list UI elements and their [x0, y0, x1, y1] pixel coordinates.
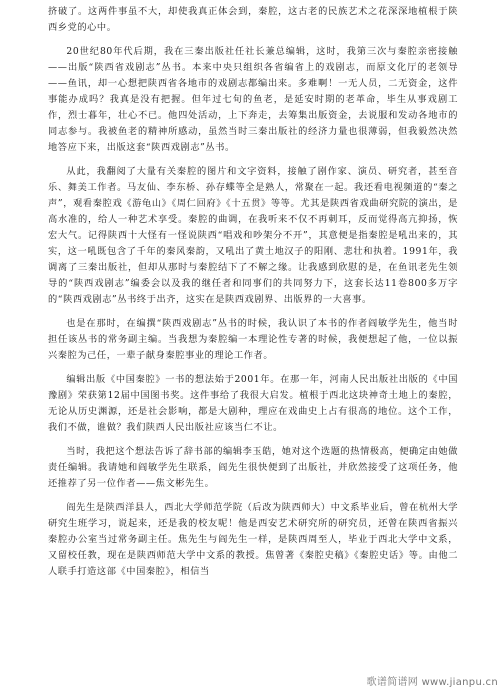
watermark-text: 歌谱简谱网 www.jianpu.cn [366, 676, 498, 688]
document-body [48, 4, 458, 580]
paragraph-qinqiang-research: 从此，我翻阅了大量有关秦腔的图片和文字资料，接触了剧作家、演员、研究者，甚至音乐、舞美工作者。马友仙、李东桥、孙存蝶等全是熟人，常聚在一起。我还看电视频道的“秦之声”，观看秦腔戏《游龟山》《周仁回府》《十五贯》等等。尤其是陕西省戏曲研究院的演出，是高水准的，给人一种艺术享受。秦腔的曲调，在我听来不仅不再刺耳，反而觉得高亢抑扬，恢宏大气。记得陕西十大怪有一怪说陕西“唱戏和吵架分不开”，其意便是指秦腔是吼出来的，其实，这一吼既包含了千年的秦风秦韵，又吼出了黄土地汉子的阳刚、悲壮和执着。1991年，我调离了三秦出版社，但却从那时与秦腔结下了不解之缘。让我感到欣慰的是，在鱼讯老先生领导的“陕西戏剧志”编委会以及我的继任者和同事们的共同努力下，这套长达11卷800多万字的“陕西戏剧志”丛书终于出齐，这实在是陕西戏剧界、出版界的一大喜事。 [48, 166, 458, 305]
paragraph-editor: 当时，我把这个想法告诉了辞书部的编辑李玉皓，她对这个选题的热情极高，便确定由她做责任编辑。我请她和阎敏学先生联系，阎先生很快便到了出版社，并欣然接受了这项任务，他还推荐了另一位作者——焦文彬先生。 [48, 446, 458, 489]
paragraph-drama-annals: 20世纪80年代后期，我在三秦出版社任社长兼总编辑，这时，我第三次与秦腔亲密接触——出版“陕西省戏剧志”丛书。本来中央只组织各省编省上的戏剧志，而原文化厅的老领导——鱼讯，却一心想把陕西省各地市的戏剧志都编出来。多难啊！一无人员，二无资金，这件事能办成吗？我真是没有把握。但年过七旬的鱼老，是延安时期的老革命，毕生从事戏剧工作，烈士暮年，壮心不已。他四处活动，上下奔走，去筹集出版资金，去说服和发动各地市的同志参与。我被鱼老的精神所感动，虽然当时三秦出版社的经济力量也很薄弱，但我毅然决然地答应下来，出版这套“陕西戏剧志”丛书。 [48, 46, 458, 153]
site-watermark [348, 673, 498, 687]
paragraph-continued: 挤破了。这两件事虽不大，却使我真正体会到，秦腔，这古老的民族艺术之花深深地植根于陕西乡党的心中。 [48, 6, 458, 33]
paragraph-author-intro: 也是在那时，在编撰“陕西戏剧志”丛书的时候，我认识了本书的作者阎敏学先生，他当时担任该丛书的常务副主编。当我想为秦腔编一本理论性专著的时候，我便想起了他，一位以振兴秦腔为己任，一辈子献身秦腔事业的理论工作者。 [48, 318, 458, 361]
paragraph-book-idea: 编辑出版《中国秦腔》一书的想法始于2001年。在那一年，河南人民出版社出版的《中国豫剧》荣获第12届中国图书奖。这件事给了我很大启发。植根于西北这块神奇土地上的秦腔，无论从历史渊源，还是社会影响，都是大剧种，理应在戏曲史上占有很高的地位。这个工作，我们不做，谁做？我们陕西人民出版社应该当仁不让。 [48, 374, 458, 433]
paragraph-author-bio: 阎先生是陕西洋县人，西北大学师范学院（后改为陕西师大）中文系毕业后，曾在杭州大学研究生班学习，说起来，还是我的校友呢！他是西安艺术研究所的研究员，还曾在陕西省振兴秦腔办公室当过常务副主任。焦先生与阎先生一样，是陕西周至人，毕业于西北大学中文系，又留校任教，现在是陕西师范大学中文系的教授。焦曾著《秦腔史稿》《秦腔史话》等。由他二人联手打造这部《中国秦腔》，相信当 [48, 502, 458, 577]
